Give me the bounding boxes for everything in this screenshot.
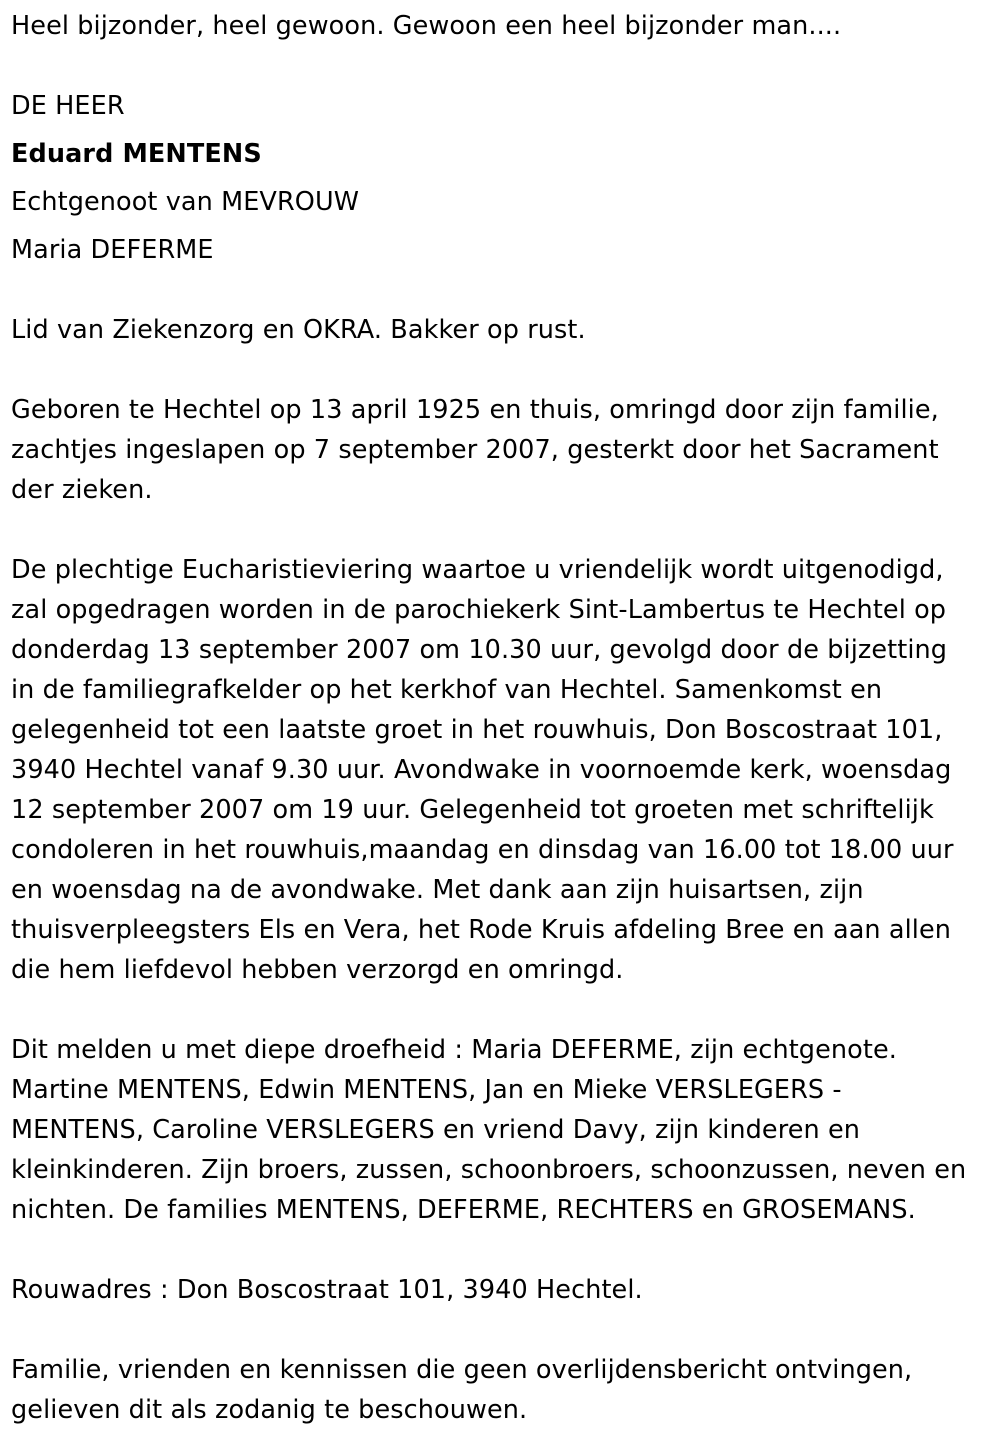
- spouse-label: Echtgenoot van MEVROUW: [11, 187, 360, 217]
- ceremony-line: thuisverpleegsters Els en Vera, het Rode Kruis afdeling Bree en aan allen: [11, 915, 952, 945]
- birth-line: der zieken.: [11, 475, 153, 505]
- family-line: Martine MENTENS, Edwin MENTENS, Jan en Mieke VERSLEGERS -: [11, 1075, 842, 1105]
- title-line: DE HEER: [11, 91, 125, 121]
- ceremony-line: donderdag 13 september 2007 om 10.30 uur, gevolgd door de bijzetting: [11, 635, 948, 665]
- intro-line: Heel bijzonder, heel gewoon. Gewoon een heel bijzonder man....: [11, 11, 842, 41]
- ceremony-line: condoleren in het rouwhuis,maandag en dinsdag van 16.00 tot 18.00 uur: [11, 835, 954, 865]
- spouse-name: Maria DEFERME: [11, 235, 214, 265]
- deceased-name: Eduard MENTENS: [11, 139, 262, 169]
- ceremony-line: in de familiegrafkelder op het kerkhof van Hechtel. Samenkomst en: [11, 675, 883, 705]
- family-line: MENTENS, Caroline VERSLEGERS en vriend Davy, zijn kinderen en: [11, 1115, 861, 1145]
- ceremony-line: 12 september 2007 om 19 uur. Gelegenheid tot groeten met schriftelijk: [11, 795, 934, 825]
- family-line: nichten. De families MENTENS, DEFERME, RECHTERS en GROSEMANS.: [11, 1195, 916, 1225]
- closing-line: Familie, vrienden en kennissen die geen overlijdensbericht ontvingen,: [11, 1355, 913, 1385]
- family-line: Dit melden u met diepe droefheid : Maria DEFERME, zijn echtgenote.: [11, 1035, 897, 1065]
- ceremony-line: die hem liefdevol hebben verzorgd en omringd.: [11, 955, 624, 985]
- membership-line: Lid van Ziekenzorg en OKRA. Bakker op rust.: [11, 315, 586, 345]
- ceremony-line: zal opgedragen worden in de parochiekerk Sint-Lambertus te Hechtel op: [11, 595, 947, 625]
- address-line: Rouwadres : Don Boscostraat 101, 3940 Hechtel.: [11, 1275, 643, 1305]
- ceremony-line: De plechtige Eucharistieviering waartoe u vriendelijk wordt uitgenodigd,: [11, 555, 944, 585]
- ceremony-line: en woensdag na de avondwake. Met dank aan zijn huisartsen, zijn: [11, 875, 864, 905]
- ceremony-line: gelegenheid tot een laatste groet in het rouwhuis, Don Boscostraat 101,: [11, 715, 943, 745]
- ceremony-line: 3940 Hechtel vanaf 9.30 uur. Avondwake in voornoemde kerk, woensdag: [11, 755, 952, 785]
- closing-line: gelieven dit als zodanig te beschouwen.: [11, 1395, 528, 1425]
- family-line: kleinkinderen. Zijn broers, zussen, schoonbroers, schoonzussen, neven en: [11, 1155, 967, 1185]
- birth-line: Geboren te Hechtel op 13 april 1925 en thuis, omringd door zijn familie,: [11, 395, 939, 425]
- birth-line: zachtjes ingeslapen op 7 september 2007, gesterkt door het Sacrament: [11, 435, 939, 465]
